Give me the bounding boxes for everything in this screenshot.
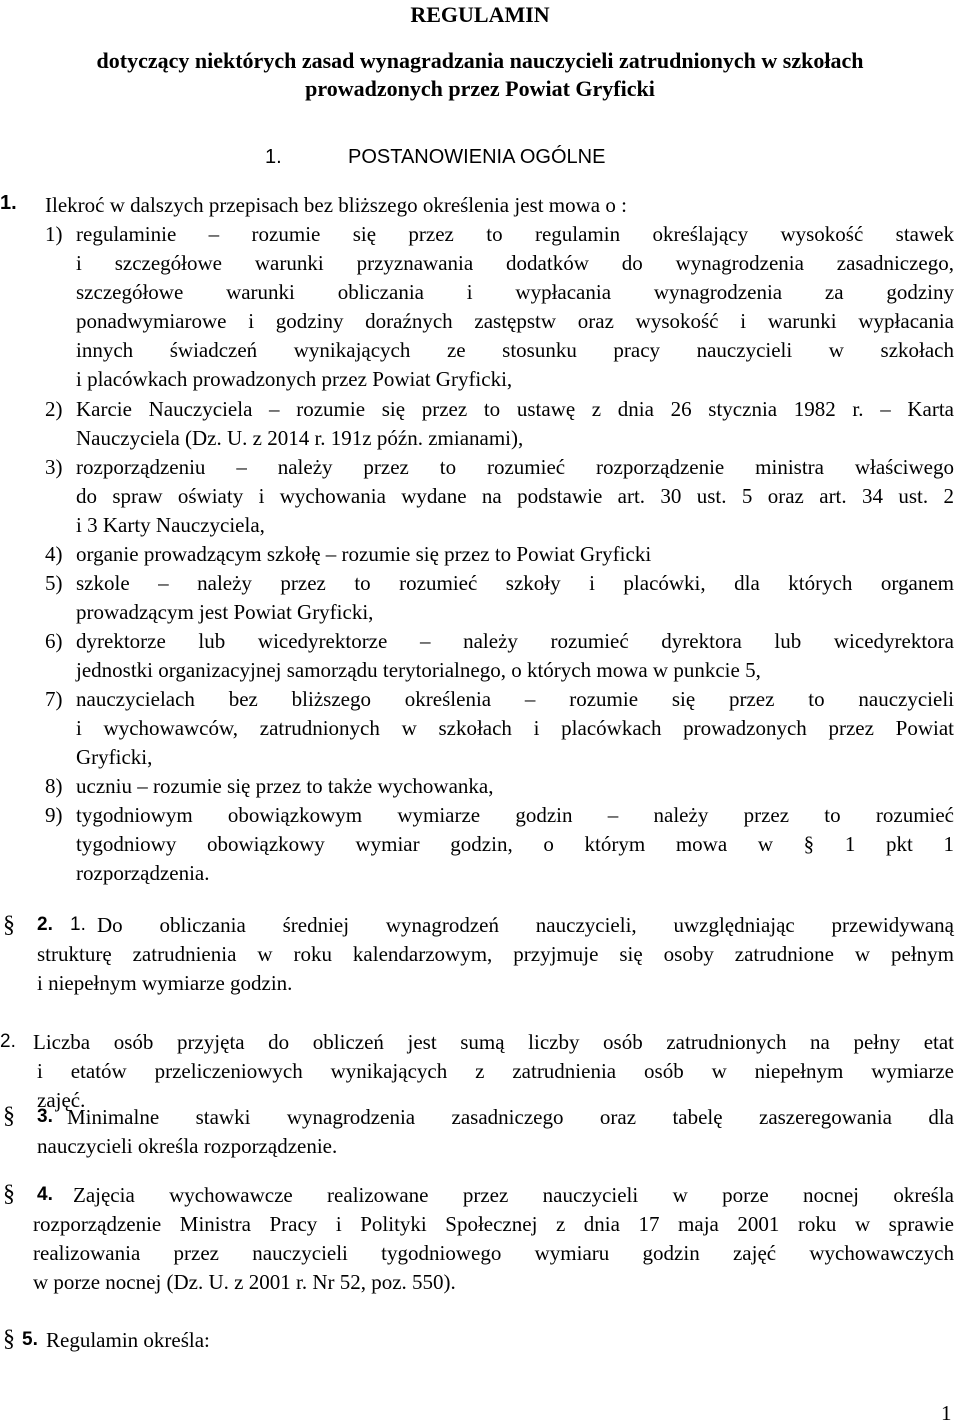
paragraph-sign-5: § bbox=[3, 1326, 15, 1352]
paragraph-text-line: w porze nocnej (Dz. U. z 2001 r. Nr 52, poz. 550). bbox=[33, 1270, 456, 1294]
document-title: REGULAMIN bbox=[410, 2, 550, 27]
list-item-text-line: prowadzącym jest Powiat Gryficki, bbox=[76, 600, 374, 624]
list-item-number: 8) bbox=[45, 774, 63, 798]
paragraph-4-marker: 4. bbox=[37, 1184, 53, 1205]
list-item-text-line: Karcie Nauczyciela – rozumie się przez to ustawę z dnia 26 stycznia 1982 r. – Karta bbox=[76, 397, 954, 421]
list-item-text-line: Nauczyciela (Dz. U. z 2014 r. 191z późn. zmianami), bbox=[76, 426, 524, 450]
list-item-text-line: nauczycielach bez bliższego określenia – rozumie się przez to nauczycieli bbox=[76, 687, 954, 711]
paragraph-text-line: Minimalne stawki wynagrodzenia zasadniczego oraz tabelę zaszeregowania dla bbox=[67, 1105, 954, 1129]
paragraph-2-sub-2-number: 2. bbox=[0, 1031, 16, 1052]
list-item-number: 5) bbox=[45, 571, 63, 595]
paragraph-sign-2: § bbox=[3, 912, 15, 938]
list-item-text-line: innych świadczeń wynikających ze stosunku pracy nauczycieli w szkołach bbox=[76, 338, 954, 362]
list-item-text-line: szczegółowe warunki obliczania i wypłacania wynagrodzenia za godziny bbox=[76, 280, 954, 304]
list-item-number: 7) bbox=[45, 687, 63, 711]
paragraph-2-sub-1-number: 1. bbox=[70, 914, 86, 935]
list-item-text-line: jednostki organizacyjnej samorządu terytorialnego, o których mowa w punkcie 5, bbox=[76, 658, 761, 682]
list-item-text-line: do spraw oświaty i wychowania wydane na podstawie art. 30 ust. 5 oraz art. 34 ust. 2 bbox=[76, 484, 954, 508]
paragraph-sign-4: § bbox=[3, 1181, 15, 1207]
paragraph-5-marker: 5. bbox=[22, 1329, 38, 1350]
paragraph-2-marker: 2. bbox=[37, 914, 53, 935]
list-item-text-line: i wychowawców, zatrudnionych w szkołach i placówkach prowadzonych przez Powiat bbox=[76, 716, 954, 740]
list-item-text-line: organie prowadzącym szkołę – rozumie się przez to Powiat Gryficki bbox=[76, 542, 652, 566]
paragraph-text-line: strukturę zatrudnienia w roku kalendarzowym, przyjmuje się osoby zatrudnione w pełnym bbox=[37, 942, 954, 966]
paragraph-text-line: Zajęcia wychowawcze realizowane przez nauczycieli w porze nocnej określa bbox=[73, 1183, 954, 1207]
list-item-number: 1) bbox=[45, 222, 63, 246]
page-number: 1 bbox=[941, 1401, 952, 1425]
paragraph-text-line: zajęć. bbox=[37, 1088, 86, 1112]
section-title: POSTANOWIENIA OGÓLNE bbox=[348, 146, 606, 168]
list-item-number: 3) bbox=[45, 455, 63, 479]
list-item-text-line: rozporządzenia. bbox=[76, 861, 210, 885]
paragraph-1-intro: Ilekroć w dalszych przepisach bez bliższego określenia jest mowa o : bbox=[45, 193, 627, 217]
list-item-number: 9) bbox=[45, 803, 63, 827]
list-item-number: 6) bbox=[45, 629, 63, 653]
section-number: 1. bbox=[265, 146, 282, 168]
paragraph-text-line: nauczycieli określa rozporządzenie. bbox=[37, 1134, 338, 1158]
list-item-text-line: uczniu – rozumie się przez to także wychowanka, bbox=[76, 774, 494, 798]
paragraph-text-line: i etatów przeliczeniowych wynikających z zatrudnienia osób w niepełnym wymiarze bbox=[37, 1059, 954, 1083]
document-subtitle-line-1: dotyczący niektórych zasad wynagradzania nauczycieli zatrudnionych w szkołach bbox=[96, 48, 864, 73]
list-item-text-line: tygodniowym obowiązkowym wymiarze godzin – należy przez to rozumieć bbox=[76, 803, 954, 827]
list-item-text-line: Gryficki, bbox=[76, 745, 153, 769]
list-item-text-line: rozporządzeniu – należy przez to rozumieć rozporządzenie ministra właściwego bbox=[76, 455, 954, 479]
list-item-text-line: i szczegółowe warunki przyznawania dodatków do wynagrodzenia zasadniczego, bbox=[76, 251, 954, 275]
paragraph-1-marker: 1. bbox=[0, 192, 17, 214]
list-item-text-line: szkole – należy przez to rozumieć szkoły i placówki, dla których organem bbox=[76, 571, 954, 595]
paragraph-3-marker: 3. bbox=[37, 1106, 53, 1127]
paragraph-text-line: Liczba osób przyjęta do obliczeń jest sumą liczby osób zatrudnionych na pełny etat bbox=[33, 1030, 954, 1054]
paragraph-text-line: Do obliczania średniej wynagrodzeń nauczycieli, uwzględniając przewidywaną bbox=[97, 913, 954, 937]
list-item-text-line: dyrektorze lub wicedyrektorze – należy rozumieć dyrektora lub wicedyrektora bbox=[76, 629, 954, 653]
list-item-text-line: tygodniowy obowiązkowy wymiar godzin, o którym mowa w § 1 pkt 1 bbox=[76, 832, 954, 856]
document-subtitle-line-2: prowadzonych przez Powiat Gryficki bbox=[305, 76, 655, 101]
list-item-text-line: ponadwymiarowe i godziny doraźnych zastępstw oraz wysokość i warunki wypłacania bbox=[76, 309, 954, 333]
list-item-text-line: regulaminie – rozumie się przez to regulamin określający wysokość stawek bbox=[76, 222, 954, 246]
list-item-text-line: i 3 Karty Nauczyciela, bbox=[76, 513, 265, 537]
list-item-number: 2) bbox=[45, 397, 63, 421]
paragraph-text-line: realizowania przez nauczycieli tygodniowego wymiaru godzin zajęć wychowawczych bbox=[33, 1241, 954, 1265]
paragraph-sign-3: § bbox=[3, 1103, 15, 1129]
list-item-text-line: i placówkach prowadzonych przez Powiat Gryficki, bbox=[76, 367, 513, 391]
paragraph-text-line: i niepełnym wymiarze godzin. bbox=[37, 971, 293, 995]
list-item-number: 4) bbox=[45, 542, 63, 566]
paragraph-5-text: Regulamin określa: bbox=[46, 1328, 210, 1352]
paragraph-text-line: rozporządzenie Ministra Pracy i Polityki Społecznej z dnia 17 maja 2001 roku w sprawie bbox=[33, 1212, 954, 1236]
